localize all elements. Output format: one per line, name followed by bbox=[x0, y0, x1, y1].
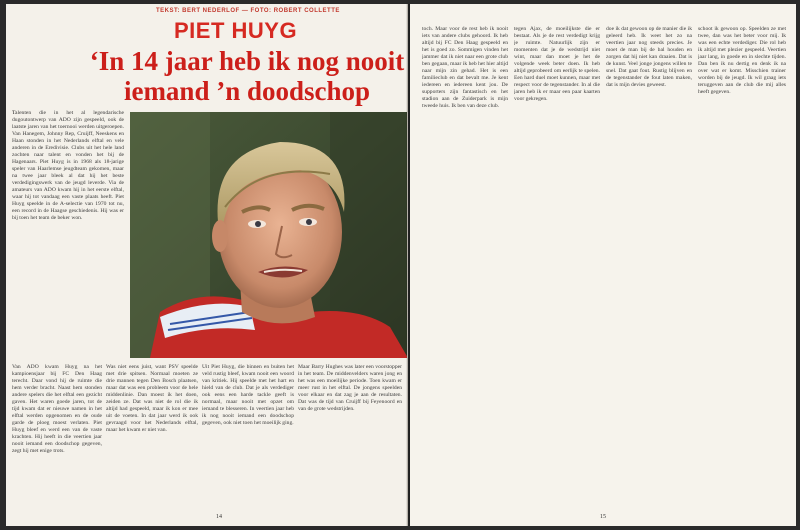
body-column-right-2: tegen Ajax, de moeilijkste die er bestaat. Als je de rest verdedigt krijg je ruimte. Natuurlijk zijn er momenten dat je de wedstrijd niet wint, maar dan moet je het de volgende week beter doen. Ik heb altijd geprobeerd om eerlijk te spelen. Een hard duel moet kunnen, maar met respect voor de tegenstander. In al die jaren heb ik er maar een paar kaarten voor gekregen. bbox=[514, 26, 600, 102]
article-name-heading: PIET HUYG bbox=[174, 18, 298, 43]
body-column-left-5: Maar Barry Hughes was later een voorstopper in het team. De middenvelders waren jong en het was een moeilijke periode. Toen kwam er meer rust in het elftal. De jongens speelden voor elkaar en dat zag je aan de resultaten. Dat was de tijd van Cruijff bij Feyenoord en van de grote wedstrijden. bbox=[298, 364, 402, 412]
body-column-left-4: Uit Piet Huyg, die binnen en buiten het veld rustig bleef, kwam nooit een woord van kritiek. Hij speelde met het hart en hield van de club. Dat je als verdediger ook eens een harde tackle geeft is normaal, maar nooit met opzet om iemand te blesseren. In veertien jaar heb ik nog nooit iemand een doodschop gegeven, ook niet toen het moeilijk ging. bbox=[202, 364, 294, 426]
body-column-left-2: Van ADO kwam Huyg na het kampioensjaar bij FC Den Haag terecht. Daar vond hij de ruimte die hem verder bracht. Naast hem stonden andere spelers die het elftal een gezicht gaven. Het waren goede jaren, tot de tijd kwam dat er nieuwe namen in het elftal werden opgenomen en de oude garde de ploeg moest verlaten. Piet Huyg bleef en werd een van de vaste krachten. Hij heeft in die veertien jaar nooit iemand een doodschop gegeven, zegt hij met enige trots. bbox=[12, 364, 102, 454]
magazine-spread bbox=[6, 4, 796, 526]
player-portrait-photo bbox=[130, 112, 408, 358]
right-page bbox=[410, 4, 796, 526]
body-column-right-1: toch. Maar voor de rest heb ik nooit iets van andere clubs gehoord. Ik heb altijd bij FC Den Haag gespeeld en het is goed zo. Sommigen vinden het jammer dat ik niet naar een grote club ben gegaan, maar ik heb het hier altijd naar mijn zin gehad. Het is een familieclub en dat bevalt me. Je kent iedereen en iedereen kent jou. De supporters zijn fantastisch en het stadion aan de Zuiderpark is mijn tweede huis. Ik ben van deze club. bbox=[422, 26, 508, 109]
article-headline: ‘In 14 jaar heb ik nog nooit iemand ’n doodschop bbox=[89, 46, 405, 106]
article-credits: TEKST: BERT NEDERLOF — FOTO: ROBERT COLLETTE bbox=[156, 8, 340, 14]
body-column-left-3: Was niet eens juist, want PSV speelde met drie spitsen. Normaal moeten ze drie mannen tegen Den Bosch plaatsen, maar dat was een probleem voor de hele middenlinie. Dan moest ik het doen, zeiden ze. Dat was niet de rol die ik altijd had gespeeld, maar ik kon er mee uit de voeten. In dat jaar werd ik ook gevraagd voor het Nederlands elftal, maar het kwam er niet van. bbox=[106, 364, 198, 433]
body-column-left-1: Talenten die in het al legendarische dugoutontwerp van ADO zijn gespeeld, ook de laatste jaren van het toernooi werden uitgeroepen. Van Hanegem, Johnny Rep, Cruijff, Neeskens en Haan stonden in het Nederlands elftal en vele anderen in de Eredivisie. Clubs uit het hele land zochten naar talent en vonden het bij de Hagenaars. Piet Huyg is in 1968 als 18-jarige speler van Haarlemse jeugdteam gekomen, maar na twee jaar bleek al dat hij het beste verdedigingswerk van de jeugd leverde. Via de amateurs van ADO kwam hij in het eerste elftal, waar hij tot vandaag een vaste plaats heeft. Piet Huyg speelde in de A-selectie van 1970 tot nu, een record in de Haagse geschiedenis. Hij was er bij toen het team de beker won. bbox=[12, 110, 124, 221]
body-column-right-3: doe ik dat gewoon op de manier die ik geleerd heb. Ik weet het zo na veertien jaar nog steeds precies. Je moet de man bij de bal houden en zorgen dat hij niet kan draaien. Dat is de kunst. Veel jonge jongens willen te snel. Dat gaat fout. Rustig blijven en de tegenstander de fout laten maken, dat is mijn devies geweest. bbox=[606, 26, 692, 88]
left-page bbox=[6, 4, 408, 526]
body-column-right-4: schoot ik gewoon op. Speelden ze met twee, dan was het beter voor mij. Ik was een echte verdediger. Die rol heb ik altijd met plezier gespeeld. Veertien jaar lang, in goede en in slechte tijden. Dan ben ik nu dertig en denk ik na over wat er komt. Misschien trainer worden bij de jeugd. Ik wil graag iets teruggeven aan de club die mij alles heeft gegeven. bbox=[698, 26, 786, 95]
page-number-right: 15 bbox=[600, 514, 606, 520]
page-number-left: 14 bbox=[216, 514, 222, 520]
